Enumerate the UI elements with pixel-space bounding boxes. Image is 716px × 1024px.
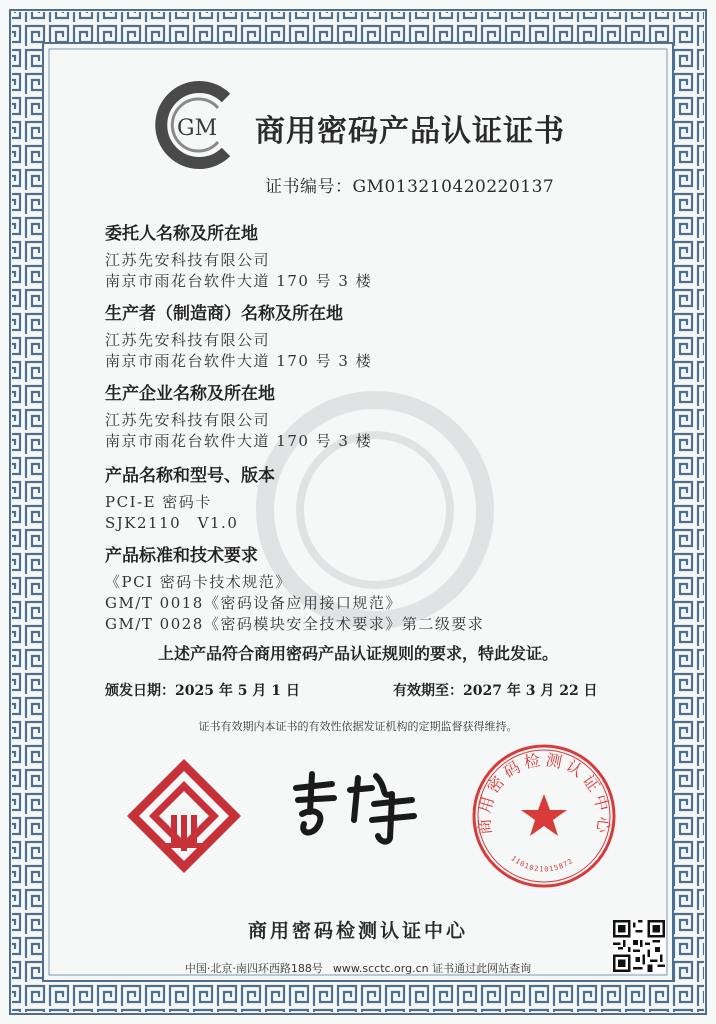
section-heading: 生产者（制造商）名称及所在地	[105, 304, 343, 324]
valid-until	[393, 680, 598, 700]
valid-until-value: 2027 年 3 月 22 日	[463, 683, 598, 699]
section-line: 南京市雨花台软件大道 170 号 3 楼	[105, 352, 373, 370]
gm-logo	[148, 80, 244, 170]
section-product-model	[105, 461, 275, 534]
section-standards	[105, 541, 484, 635]
certification-statement: 上述产品符合商用密码产品认证规则的要求，特此发证。	[157, 644, 558, 663]
section-heading: 产品名称和型号、版本	[105, 466, 275, 486]
section-line: 江苏先安科技有限公司	[105, 331, 271, 349]
section-line: GM/T 0028《密码模块安全技术要求》第二级要求	[105, 615, 485, 633]
issue-date-value: 2025 年 5 月 1 日	[175, 683, 300, 699]
seal-star-icon	[521, 794, 567, 836]
section-line: GM/T 0018《密码设备应用接口规范》	[105, 594, 402, 612]
issue-date-label: 颁发日期：	[105, 683, 175, 699]
certificate-number: 证书编号：GM013210420220137	[265, 177, 555, 197]
validity-note: 证书有效期内本证书的有效性依据发证机构的定期监督获得维持。	[198, 720, 518, 733]
footer-website-link[interactable]: www.scctc.org.cn 证书通过此网站查询	[332, 962, 532, 975]
section-production-enterprise	[105, 379, 372, 452]
logo-text: GM	[177, 116, 218, 141]
signature	[288, 768, 428, 848]
emblem-icon	[125, 757, 243, 875]
section-line: 南京市雨花台软件大道 170 号 3 楼	[105, 272, 373, 290]
issuing-authority: 商用密码检测认证中心	[247, 920, 468, 942]
qr-code-icon[interactable]	[613, 920, 665, 972]
section-heading: 生产企业名称及所在地	[105, 384, 275, 404]
section-line: 《PCI 密码卡技术规范》	[105, 573, 292, 591]
issue-date	[105, 680, 300, 700]
section-line: SJK2110 V1.0	[105, 514, 239, 532]
section-line: 江苏先安科技有限公司	[105, 251, 271, 269]
footer-address: 中国·北京·南四环西路188号	[184, 962, 323, 975]
section-entrusting-party	[105, 219, 372, 292]
official-seal	[470, 742, 618, 890]
footer-address-line	[0, 960, 716, 976]
section-heading: 产品标准和技术要求	[105, 546, 258, 566]
seal-number: 1101021015872	[509, 854, 575, 874]
seal-text: 商用密码检测认证中心	[474, 749, 614, 838]
section-line: 南京市雨花台软件大道 170 号 3 楼	[105, 432, 373, 450]
section-line: PCI-E 密码卡	[105, 493, 212, 511]
valid-until-label: 有效期至：	[393, 683, 463, 699]
section-heading: 委托人名称及所在地	[105, 224, 258, 244]
svg-text:1101021015872	[510, 854, 575, 873]
certificate-title: 商用密码产品认证证书	[255, 114, 565, 149]
section-line: 江苏先安科技有限公司	[105, 411, 271, 429]
section-manufacturer	[105, 299, 372, 372]
